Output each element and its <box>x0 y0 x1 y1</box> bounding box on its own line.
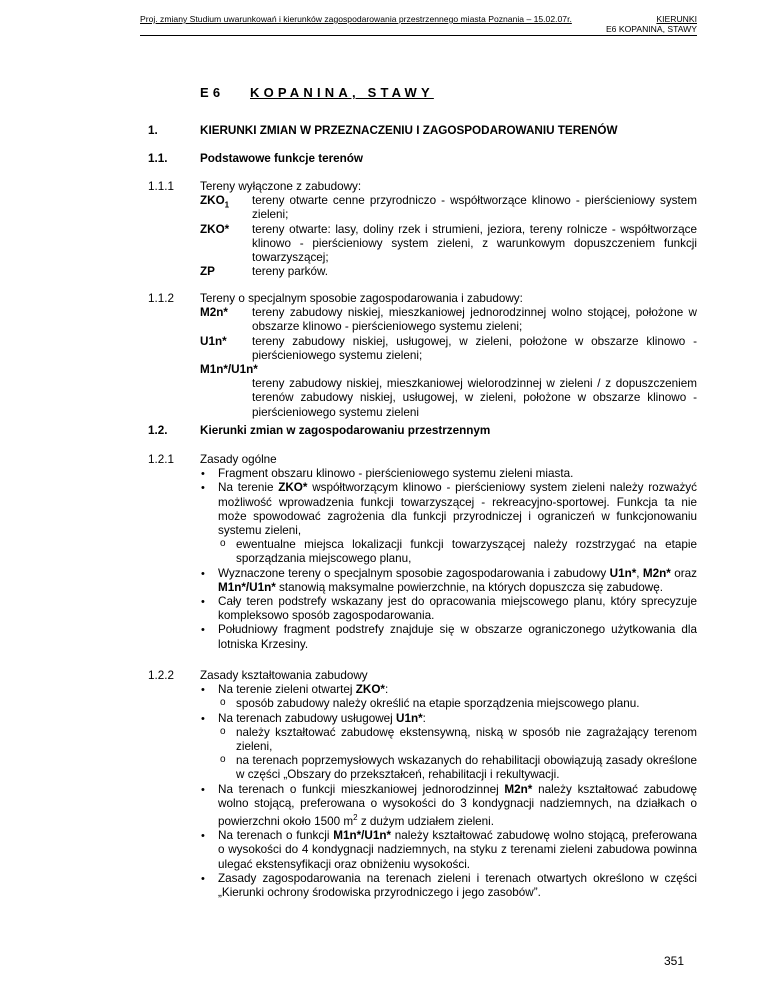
list-item: • Południowy fragment podstrefy znajduje się w obszarze ograniczonego użytkowania dla lotniska Krzesiny. <box>200 623 697 651</box>
definition-text: tereny otwarte cenne przyrodniczo - współtworzące klinowo - pierścieniowy system zieleni; <box>252 194 697 222</box>
section-1-1-1-number: 1.1.1 <box>148 180 174 193</box>
page-number: 351 <box>664 954 685 968</box>
definition-text: tereny parków. <box>252 265 329 279</box>
title-code: E6 <box>200 85 225 100</box>
definition-row <box>200 223 697 266</box>
definition-row <box>200 194 697 222</box>
definition-text: tereny zabudowy niskiej, mieszkaniowej wielorodzinnej w zieleni / z dopuszczeniem terenów zabudowy niskiej, usługowej, w zieleni, położone w obszarze klinowo - pierścieniowego systemu zieleni <box>252 377 697 419</box>
sub-list-item: o należy kształtować zabudowę ekstensywną, niską w sposób nie zagrażający terenom zieleni, <box>200 726 697 754</box>
list-item: • Na terenie zieleni otwartej ZKO*: o sposób zabudowy należy określić na etapie sporządzenia miejscowego planu. <box>200 683 697 711</box>
definition-row <box>200 306 697 334</box>
list-item: • Wyznaczone tereny o specjalnym sposobie zagospodarowania i zabudowy U1n*, M2n* oraz M1n*/U1n* stanowią maksymalne powierzchnie, na których dopuszcza się zabudowę. <box>200 567 697 595</box>
page-header <box>140 14 697 36</box>
list-item: • Na terenach o funkcji mieszkaniowej jednorodzinnej M2n* należy kształtować zabudowę wolno stojącą, preferowana o wysokości do 3 kondygnacji nadziemnych, na działkach o powierzchni około 1500 $m^2$ z dużym udziałem zieleni. <box>200 783 697 830</box>
section-1-number: 1. <box>148 124 158 137</box>
sub-list-item: o sposób zabudowy należy określić na etapie sporządzenia miejscowego planu. <box>200 697 697 711</box>
list-item: • Na terenie ZKO* współtworzącym klinowo - pierścieniowy system zieleni należy rozważyć możliwość wprowadzenia funkcji towarzyszącej - rekreacyjno-sportowej. Funkcja ta nie może spowodować zagrożenia dla funkcji przyrodniczej i ograniczeń w funkcjonowaniu systemu zieleni, o ewentualne miejsca lokalizacji funkcji towarzyszącej należy rozstrzygać na etapie sporządzania miejscowego planu, <box>200 481 697 566</box>
list-item: • Na terenach o funkcji M1n*/U1n* należy kształtować zabudowę wolno stojącą, preferowana o wysokości do 4 kondygnacji nadziemnych, na styku z terenami zieleni zabudowa powinna ulegać ekstensyfikacji oraz obniżeniu wysokości. <box>200 829 697 872</box>
definition-term: $ZKO_1$ <box>200 194 230 210</box>
section-1-2-1-intro: Zasady ogólne <box>200 453 277 466</box>
section-1-1-2-body <box>200 292 697 420</box>
section-1-1-2-intro: Tereny o specjalnym sposobie zagospodarowania i zabudowy: <box>200 292 523 305</box>
section-1-2-heading: Kierunki zmian w zagospodarowaniu przestrzennym <box>200 424 491 437</box>
sub-list-item: o na terenach poprzemysłowych wskazanych do rehabilitacji obowiązują zasady określone w części „Obszary do przekształceń, rehabilitacji i rekultywacji. <box>200 754 697 782</box>
definition-text: tereny zabudowy niskiej, usługowej, w zieleni, położone w obszarze klinowo - pierścieniowego systemu zieleni; <box>252 334 697 362</box>
definition-term: U1n* <box>200 334 227 348</box>
definition-term: M2n* <box>200 306 228 320</box>
title-name: KOPANINA, STAWY <box>250 85 434 100</box>
list-item: • Zasady zagospodarowania na terenach zieleni i terenach otwartych określono w części „Kierunki ochrony środowiska przyrodniczego i jego zasobów”. <box>200 872 697 900</box>
definition-text: tereny otwarte: lasy, doliny rzek i strumieni, jeziora, tereny rolnicze - współtworzące klinowo - pierścieniowy system zieleni, z warunkowym dopuszczeniem funkcji towarzyszącej; <box>252 222 697 265</box>
section-1-1-heading: Podstawowe funkcje terenów <box>200 152 364 165</box>
section-1-2-2-body <box>200 669 697 900</box>
list-item: • Cały teren podstrefy wskazany jest do opracowania miejscowego planu, który sprecyzuje kompleksowo sposób zagospodarowania. <box>200 595 697 623</box>
section-1-1-1-body <box>200 180 697 279</box>
definition-term: ZKO* <box>200 222 230 236</box>
section-1-heading: KIERUNKI ZMIAN W PRZEZNACZENIU I ZAGOSPODAROWANIU TERENÓW <box>200 124 618 137</box>
list-item: • Na terenach zabudowy usługowej U1n*: o należy kształtować zabudowę ekstensywną, niską w sposób nie zagrażający terenom zieleni, o na terenach poprzemysłowych wskazanych do rehabilitacji obowiązują zasady określone w części „Obszary do przekształceń, rehabilitacji i rekultywacji. <box>200 712 697 783</box>
definition-text: tereny zabudowy niskiej, mieszkaniowej jednorodzinnej wolno stojącej, położone w obszarze klinowo - pierścieniowego systemu zieleni; <box>252 306 697 334</box>
definition-row <box>200 265 697 279</box>
definition-term: M1n*/U1n* <box>200 363 258 377</box>
definition-row <box>200 335 697 363</box>
section-1-1-number: 1.1. <box>148 152 168 165</box>
list-item: • Fragment obszaru klinowo - pierścieniowego systemu zieleni miasta. <box>200 467 697 481</box>
header-chapter: KIERUNKI <box>656 14 697 24</box>
section-1-2-2-number: 1.2.2 <box>148 669 174 682</box>
section-1-1-2-number: 1.1.2 <box>148 292 174 305</box>
section-1-2-number: 1.2. <box>148 424 168 437</box>
header-document-title: Proj. zmiany Studium uwarunkowań i kierunków zagospodarowania przestrzennego miasta Poznania – 15.02.07r. <box>140 14 572 24</box>
section-1-1-1-intro: Tereny wyłączone z zabudowy: <box>200 180 362 193</box>
section-1-2-2-intro: Zasady kształtowania zabudowy <box>200 669 368 682</box>
definition-term: ZP <box>200 265 215 279</box>
page-title <box>200 85 434 100</box>
header-section: E6 KOPANINA, STAWY <box>605 24 697 34</box>
section-1-2-1-body <box>200 453 697 652</box>
sub-list-item: o ewentualne miejsca lokalizacji funkcji towarzyszącej należy rozstrzygać na etapie sporządzania miejscowego planu, <box>200 538 697 566</box>
section-1-2-1-number: 1.2.1 <box>148 453 174 466</box>
